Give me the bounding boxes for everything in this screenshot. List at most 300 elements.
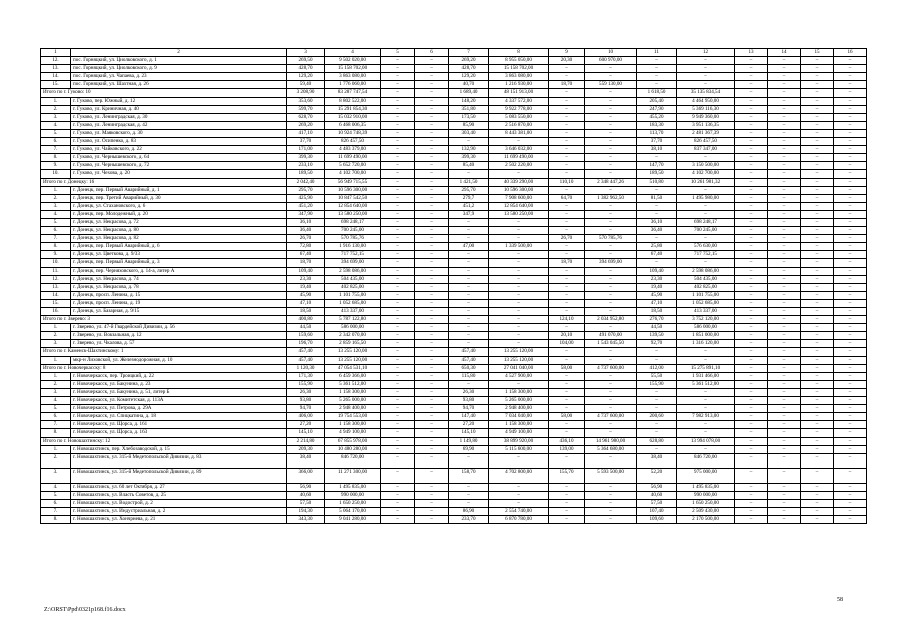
value-cell: 650,30 xyxy=(449,364,489,372)
value-cell: 451,2 xyxy=(449,202,489,210)
value-cell: – xyxy=(735,57,768,65)
value-cell: – xyxy=(585,218,637,226)
value-cell: 36,40 xyxy=(287,227,325,235)
value-cell: 20,30 xyxy=(549,57,585,65)
value-cell: – xyxy=(381,267,415,275)
row-number-cell: 3. xyxy=(41,202,71,210)
value-cell: – xyxy=(637,154,677,162)
value-cell: 1 931 466,00 xyxy=(677,372,735,380)
value-cell: – xyxy=(415,227,449,235)
value-cell: 13 255 120,00 xyxy=(489,348,549,356)
address-cell: г. Новошахтинск, ул. Индустриальная, д. 2 xyxy=(71,507,287,515)
value-cell: 343,30 xyxy=(287,516,325,524)
value-cell: – xyxy=(585,372,637,380)
value-cell: – xyxy=(585,291,637,299)
value-cell: – xyxy=(381,421,415,429)
value-cell: – xyxy=(834,364,867,372)
value-cell: – xyxy=(834,105,867,113)
value-cell: – xyxy=(585,138,637,146)
table-row xyxy=(41,491,867,499)
value-cell: – xyxy=(381,113,415,121)
value-cell: 9 949 360,00 xyxy=(677,113,735,121)
value-cell: 576 630,00 xyxy=(677,243,735,251)
value-cell: – xyxy=(381,507,415,515)
value-cell: 38,40 xyxy=(637,453,677,468)
value-cell: – xyxy=(415,445,449,453)
address-cell: г. Новошахтинск, ул. Власть Советов, д. 25 xyxy=(71,491,287,499)
value-cell: – xyxy=(549,356,585,364)
column-number-header: 11 xyxy=(637,49,677,57)
value-cell: 269,50 xyxy=(287,57,325,65)
value-cell: – xyxy=(768,113,801,121)
value-cell: 628,80 xyxy=(637,437,677,445)
value-cell: – xyxy=(489,491,549,499)
subtotal-label-cell: Итого по г. Новошахтинску: 12 xyxy=(41,437,287,445)
value-cell: – xyxy=(801,57,834,65)
value-cell: – xyxy=(735,453,768,468)
value-cell: – xyxy=(637,421,677,429)
value-cell: – xyxy=(381,372,415,380)
value-cell: 3 208,90 xyxy=(287,89,325,97)
value-cell: 110,10 xyxy=(549,178,585,186)
table-row xyxy=(41,380,867,388)
value-cell: – xyxy=(449,227,489,235)
value-cell: – xyxy=(768,348,801,356)
value-cell: – xyxy=(381,413,415,421)
value-cell: 10 924 748,39 xyxy=(325,129,381,137)
value-cell: – xyxy=(768,186,801,194)
row-number-cell: 7. xyxy=(41,235,71,243)
value-cell: 4 464 950,00 xyxy=(677,97,735,105)
value-cell: – xyxy=(549,121,585,129)
value-cell: – xyxy=(834,491,867,499)
value-cell: – xyxy=(768,324,801,332)
row-number-cell: 2. xyxy=(41,332,71,340)
value-cell: 18,70 xyxy=(549,81,585,89)
value-cell: – xyxy=(735,259,768,267)
value-cell: – xyxy=(801,397,834,405)
value-cell: – xyxy=(801,491,834,499)
value-cell: – xyxy=(415,491,449,499)
value-cell: 1 543 045,50 xyxy=(585,340,637,348)
value-cell: 451,20 xyxy=(287,202,325,210)
value-cell: – xyxy=(381,235,415,243)
value-cell: 158,70 xyxy=(449,468,489,483)
value-cell: 295,70 xyxy=(449,186,489,194)
value-cell: – xyxy=(415,105,449,113)
value-cell: 155,70 xyxy=(549,468,585,483)
value-cell: – xyxy=(449,299,489,307)
value-cell: – xyxy=(801,65,834,73)
value-cell: 5 083 550,00 xyxy=(489,113,549,121)
table-row xyxy=(41,356,867,364)
value-cell: – xyxy=(834,154,867,162)
value-cell: 837 347,00 xyxy=(677,146,735,154)
value-cell: – xyxy=(834,421,867,429)
value-cell: 5 364 680,00 xyxy=(585,445,637,453)
value-cell: 18,50 xyxy=(287,308,325,316)
row-number-cell: 1. xyxy=(41,445,71,453)
value-cell: 279,7 xyxy=(449,194,489,202)
table-row xyxy=(41,267,867,275)
value-cell: – xyxy=(381,178,415,186)
value-cell: – xyxy=(549,308,585,316)
row-number-cell: 16. xyxy=(41,308,71,316)
value-cell: – xyxy=(415,146,449,154)
value-cell: 3 150 500,00 xyxy=(677,162,735,170)
value-cell: – xyxy=(768,483,801,491)
value-cell: – xyxy=(834,89,867,97)
value-cell: – xyxy=(834,65,867,73)
value-cell: – xyxy=(735,227,768,235)
value-cell: 455,20 xyxy=(637,113,677,121)
value-cell: 81,50 xyxy=(637,194,677,202)
value-cell: 23,30 xyxy=(287,275,325,283)
value-cell: 2 859 165,50 xyxy=(325,340,381,348)
value-cell: – xyxy=(415,121,449,129)
value-cell: – xyxy=(549,348,585,356)
row-number-cell: 1. xyxy=(41,372,71,380)
value-cell: – xyxy=(768,202,801,210)
value-cell: – xyxy=(768,445,801,453)
value-cell: – xyxy=(768,194,801,202)
value-cell: – xyxy=(834,259,867,267)
document-table-container xyxy=(40,48,866,524)
value-cell: – xyxy=(735,421,768,429)
column-number-header: 12 xyxy=(677,49,735,57)
value-cell: – xyxy=(768,372,801,380)
address-cell: г. Донецк, пер. Третий Аварийный, д. 30 xyxy=(71,194,287,202)
value-cell: 132,90 xyxy=(449,146,489,154)
subtotal-row xyxy=(41,348,867,356)
value-cell: 3 646 032,00 xyxy=(489,146,549,154)
value-cell: 2 214,80 xyxy=(287,437,325,445)
address-cell: мкр-н Лиховской, ул. Железнодорожная, д. 10 xyxy=(71,356,287,364)
value-cell: – xyxy=(834,340,867,348)
value-cell: 5 787 122,80 xyxy=(325,316,381,324)
value-cell: – xyxy=(834,210,867,218)
column-number-header: 10 xyxy=(585,49,637,57)
row-number-cell: 6. xyxy=(41,413,71,421)
value-cell: – xyxy=(735,89,768,97)
value-cell: – xyxy=(549,97,585,105)
value-cell: 36,10 xyxy=(637,218,677,226)
value-cell: – xyxy=(489,332,549,340)
value-cell: – xyxy=(449,218,489,226)
value-cell: 40,60 xyxy=(637,491,677,499)
value-cell: – xyxy=(489,299,549,307)
address-cell: г. Новочеркасск, ул. Бакунина, д. 23 xyxy=(71,380,287,388)
value-cell: – xyxy=(801,227,834,235)
value-cell: – xyxy=(415,243,449,251)
value-cell: – xyxy=(415,316,449,324)
value-cell: 457,40 xyxy=(287,348,325,356)
value-cell: – xyxy=(637,210,677,218)
value-cell: – xyxy=(768,218,801,226)
value-cell: 1 495 980,00 xyxy=(677,194,735,202)
address-cell: г. Донецк, ул. Некрасова, д. 80 xyxy=(71,227,287,235)
value-cell: 457,40 xyxy=(449,356,489,364)
value-cell: – xyxy=(449,308,489,316)
row-number-cell: 5. xyxy=(41,405,71,413)
row-number-cell: 3. xyxy=(41,468,71,483)
value-cell: – xyxy=(801,453,834,468)
value-cell: 171,00 xyxy=(287,146,325,154)
value-cell: – xyxy=(834,499,867,507)
value-cell: – xyxy=(768,65,801,73)
value-cell: – xyxy=(801,251,834,259)
value-cell: – xyxy=(735,340,768,348)
value-cell: – xyxy=(415,162,449,170)
address-cell: г. Гуково, ул. Маяковского, д. 30 xyxy=(71,129,287,137)
value-cell: – xyxy=(381,170,415,178)
value-cell: 10 596 300,00 xyxy=(325,186,381,194)
value-cell: 67 855 978,00 xyxy=(325,437,381,445)
value-cell: 600 970,00 xyxy=(585,57,637,65)
value-cell: – xyxy=(585,65,637,73)
value-cell: – xyxy=(585,308,637,316)
value-cell: – xyxy=(768,437,801,445)
row-number-cell: 13. xyxy=(41,283,71,291)
value-cell: – xyxy=(637,388,677,396)
value-cell: – xyxy=(834,483,867,491)
address-cell: г. Донецк, пер. Первый Аварийный, д. 3 xyxy=(71,259,287,267)
value-cell: 85,40 xyxy=(449,162,489,170)
row-number-cell: 2. xyxy=(41,194,71,202)
table-row xyxy=(41,235,867,243)
value-cell: – xyxy=(801,299,834,307)
value-cell: – xyxy=(834,299,867,307)
value-cell: – xyxy=(549,499,585,507)
value-cell: 18,50 xyxy=(637,308,677,316)
table-row xyxy=(41,138,867,146)
value-cell: – xyxy=(801,356,834,364)
value-cell: 104,00 xyxy=(549,340,585,348)
value-cell: 18,70 xyxy=(549,259,585,267)
address-cell: г. Новочеркасск, пер. Троицкий, д. 22 xyxy=(71,372,287,380)
value-cell: 109,40 xyxy=(287,267,325,275)
data-table xyxy=(40,48,867,524)
row-number-cell: 2. xyxy=(41,380,71,388)
value-cell: 45,90 xyxy=(637,291,677,299)
value-cell: – xyxy=(489,483,549,491)
value-cell: – xyxy=(735,308,768,316)
value-cell: 8 443 381,00 xyxy=(489,129,549,137)
value-cell: – xyxy=(549,251,585,259)
value-cell: – xyxy=(489,291,549,299)
value-cell: – xyxy=(489,267,549,275)
table-row xyxy=(41,421,867,429)
value-cell: – xyxy=(585,121,637,129)
address-cell: г. Новочеркасск, ул. Спицкатина, д. 18 xyxy=(71,413,287,421)
row-number-cell: 1. xyxy=(41,356,71,364)
address-cell: г. Донецк, пер. Молодежный, д. 20 xyxy=(71,210,287,218)
value-cell: – xyxy=(489,275,549,283)
value-cell: – xyxy=(381,154,415,162)
value-cell: 295,70 xyxy=(287,186,325,194)
value-cell: – xyxy=(585,154,637,162)
row-number-cell: 6. xyxy=(41,499,71,507)
value-cell: 700 245,00 xyxy=(677,227,735,235)
value-cell: 36,10 xyxy=(287,218,325,226)
value-cell: – xyxy=(768,275,801,283)
value-cell: – xyxy=(415,138,449,146)
value-cell: – xyxy=(834,380,867,388)
column-number-header: 4 xyxy=(325,49,381,57)
value-cell: – xyxy=(801,413,834,421)
value-cell: 1 101 755,00 xyxy=(325,291,381,299)
value-cell: 47,00 xyxy=(449,243,489,251)
value-cell: 86,90 xyxy=(449,507,489,515)
value-cell: – xyxy=(768,499,801,507)
value-cell: – xyxy=(801,235,834,243)
value-cell: – xyxy=(834,170,867,178)
row-number-cell: 12. xyxy=(41,57,71,65)
value-cell: – xyxy=(735,283,768,291)
value-cell: 826 457,50 xyxy=(677,138,735,146)
value-cell: – xyxy=(489,499,549,507)
value-cell: – xyxy=(801,468,834,483)
value-cell: – xyxy=(415,202,449,210)
value-cell: – xyxy=(415,97,449,105)
value-cell: – xyxy=(637,356,677,364)
value-cell: – xyxy=(768,243,801,251)
value-cell: – xyxy=(549,154,585,162)
value-cell: 36,40 xyxy=(637,227,677,235)
value-cell: – xyxy=(381,275,415,283)
value-cell: 2 948 400,00 xyxy=(489,405,549,413)
value-cell: – xyxy=(637,65,677,73)
value-cell: – xyxy=(735,364,768,372)
value-cell: 412,00 xyxy=(637,364,677,372)
value-cell: 428,70 xyxy=(449,65,489,73)
value-cell: – xyxy=(549,243,585,251)
value-cell: – xyxy=(801,283,834,291)
page-number: 58 xyxy=(837,597,843,603)
value-cell: 47,10 xyxy=(637,299,677,307)
value-cell: – xyxy=(415,89,449,97)
value-cell: 698 248,17 xyxy=(677,218,735,226)
column-number-header: 8 xyxy=(489,49,549,57)
value-cell: – xyxy=(585,186,637,194)
value-cell: – xyxy=(415,170,449,178)
value-cell: – xyxy=(415,468,449,483)
value-cell: – xyxy=(549,89,585,97)
value-cell: – xyxy=(834,372,867,380)
value-cell: – xyxy=(735,81,768,89)
value-cell: – xyxy=(415,81,449,89)
value-cell: 56 949 715,55 xyxy=(325,178,381,186)
value-cell: – xyxy=(768,97,801,105)
value-cell: – xyxy=(834,146,867,154)
table-row xyxy=(41,397,867,405)
value-cell: – xyxy=(415,405,449,413)
value-cell: 20,10 xyxy=(549,332,585,340)
value-cell: – xyxy=(768,380,801,388)
row-number-cell: 8. xyxy=(41,516,71,524)
row-number-cell: 3. xyxy=(41,388,71,396)
value-cell: – xyxy=(768,210,801,218)
value-cell: – xyxy=(735,437,768,445)
value-cell: 4 949 100,00 xyxy=(489,429,549,437)
row-number-cell: 11. xyxy=(41,267,71,275)
value-cell: – xyxy=(801,348,834,356)
value-cell: – xyxy=(415,275,449,283)
value-cell: – xyxy=(381,291,415,299)
value-cell: – xyxy=(735,97,768,105)
value-cell: 129,20 xyxy=(449,73,489,81)
value-cell: – xyxy=(677,445,735,453)
value-cell: – xyxy=(549,516,585,524)
address-cell: г. Новошахтинск, ул. Водострой, д. 2 xyxy=(71,499,287,507)
value-cell: – xyxy=(801,364,834,372)
value-cell: 13 580 250,00 xyxy=(325,210,381,218)
value-cell: – xyxy=(449,170,489,178)
value-cell: – xyxy=(834,121,867,129)
value-cell: – xyxy=(449,267,489,275)
value-cell: – xyxy=(585,275,637,283)
value-cell: – xyxy=(415,129,449,137)
value-cell: – xyxy=(735,413,768,421)
value-cell: – xyxy=(449,483,489,491)
value-cell: – xyxy=(637,405,677,413)
value-cell: – xyxy=(768,356,801,364)
value-cell: – xyxy=(834,202,867,210)
value-cell: – xyxy=(549,146,585,154)
value-cell: – xyxy=(549,429,585,437)
value-cell: 93,80 xyxy=(287,397,325,405)
value-cell: 15 158 702,00 xyxy=(489,65,549,73)
value-cell: 55,50 xyxy=(637,372,677,380)
value-cell: 351,80 xyxy=(449,105,489,113)
value-cell: 394 699,00 xyxy=(325,259,381,267)
value-cell: 155,90 xyxy=(637,380,677,388)
value-cell: – xyxy=(677,421,735,429)
value-cell: – xyxy=(677,405,735,413)
value-cell: – xyxy=(381,194,415,202)
value-cell: 400,80 xyxy=(287,316,325,324)
value-cell: – xyxy=(677,210,735,218)
subtotal-label-cell: Итого по г. Зверево: 3 xyxy=(41,316,287,324)
value-cell: – xyxy=(585,251,637,259)
value-cell: – xyxy=(585,499,637,507)
value-cell: 5 652 720,00 xyxy=(325,162,381,170)
value-cell: – xyxy=(415,324,449,332)
table-row xyxy=(41,332,867,340)
address-cell: г. Донецк, ул. Некрасова, д. 72 xyxy=(71,218,287,226)
value-cell: – xyxy=(768,397,801,405)
value-cell: – xyxy=(801,170,834,178)
value-cell: – xyxy=(801,243,834,251)
table-row xyxy=(41,251,867,259)
address-cell: г. Новочеркасск, ул. Бакунина, д. 51, литер Б xyxy=(71,388,287,396)
value-cell: – xyxy=(735,73,768,81)
value-cell: – xyxy=(801,194,834,202)
value-cell: – xyxy=(768,73,801,81)
value-cell: – xyxy=(549,113,585,121)
value-cell: 27,20 xyxy=(287,421,325,429)
value-cell: – xyxy=(801,81,834,89)
value-cell: – xyxy=(381,340,415,348)
value-cell: – xyxy=(768,138,801,146)
value-cell: – xyxy=(415,57,449,65)
address-cell: г. Новочеркасск, ул. Комитетская, д. 113А xyxy=(71,397,287,405)
value-cell: – xyxy=(768,235,801,243)
value-cell: – xyxy=(834,218,867,226)
value-cell: – xyxy=(768,89,801,97)
value-cell: – xyxy=(381,259,415,267)
value-cell: 64,70 xyxy=(549,194,585,202)
